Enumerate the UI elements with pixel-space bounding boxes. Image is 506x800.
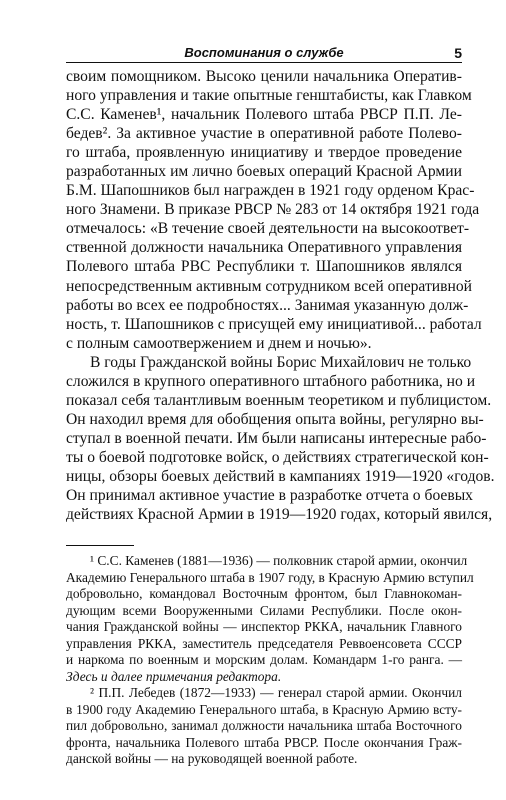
footnote-line: чания Гражданской войны — инспектор РККА, начальник Главного [66, 619, 462, 634]
text-line: показал себя талантливым военным теоретиком и публицистом. [66, 391, 492, 409]
footnote-line: данской войны — на руководящей военной работе. [66, 751, 358, 766]
footnote-line: ¹ С.С. Каменев (1881—1936) — полковник старой армии, окончил [90, 553, 468, 568]
text-line: ность, т. Шапошников с присущей ему инициативой... работал [66, 315, 482, 333]
text-line: ты о боевой подготовке войск, о действиях стратегической кон- [66, 448, 489, 466]
text-line: С.С. Каменев¹, начальник Полевого штаба РВСР П.П. Ле- [66, 106, 462, 124]
footnote-line: в 1900 году Академию Генерального штаба, в Красную Армию всту- [66, 701, 462, 717]
footnote-line: добровольно, командовал Восточным фронтом, был Главнокоман- [66, 586, 462, 601]
text-line: Он принимал активное участие в разработке отчета о боевых [66, 487, 473, 505]
text-line: ницы, обзоры боевых действий в кампаниях 1919—1920 «годов. [66, 467, 495, 485]
footnote-rule [66, 545, 134, 546]
text-line: сложился в крупного оперативного штабного работника, но и [66, 372, 476, 390]
footnote-line: Здесь и далее примечания редактора. [66, 668, 282, 684]
text-line: разработанных им лично боевых операций Красной Армии [66, 163, 462, 181]
text-line: действиях Красной Армии в 1919—1920 годах, который явился, [66, 506, 493, 524]
text-line: В годы Гражданской войны Борис Михайлович не только [90, 353, 472, 371]
text-line: го штаба, проявленную инициативу и твердое проведение [66, 144, 462, 162]
text-line: непосредственным активным сотрудником всей оперативной [66, 277, 472, 295]
text-line: бедев². За активное участие в оперативной работе Полево- [66, 125, 462, 143]
footnote-line: дующим всеми Вооруженными Силами Республики. После окон- [66, 602, 462, 618]
text-line: с полным самоотвержением и днем и ночью». [66, 334, 372, 352]
footnote-line: ² П.П. Лебедев (1872—1933) — генерал старой армии. Окончил [90, 685, 462, 700]
page-number: 5 [454, 45, 462, 61]
text-line: ного Знамени. В приказе РВСР № 283 от 14 октября 1921 года [66, 201, 480, 219]
text-line: ступал в военной печати. Им были написаны интересные рабо- [66, 429, 487, 447]
text-line: ственной должности начальника Оперативного управления [66, 239, 462, 257]
running-header [66, 44, 462, 62]
text-line: Он находил время для обобщения опыта войны, регулярно вы- [66, 410, 484, 428]
footnote-line: Академию Генерального штаба в 1907 году, в Красную Армию вступил [66, 569, 474, 585]
text-line: отмечалось: «В течение своей деятельности на высокоответ- [66, 220, 470, 238]
footnote-line: фронта, начальника Полевого штаба РВСР. После окончания Граж- [66, 734, 462, 750]
header-rule [66, 62, 462, 63]
footnote-line: и наркома по военным и морским долам. Командарм 1-го ранга. — [66, 652, 462, 667]
footnotes [66, 553, 474, 768]
text-line: ного управления и такие опытные генштабисты, как Главком [66, 87, 472, 105]
text-line: Полевого штаба РВС Республики т. Шапошников являлся [66, 258, 462, 276]
running-header-title: Воспоминания о службе [184, 45, 344, 60]
text-line: своим помощником. Высоко ценили начальника Оператив- [66, 68, 462, 85]
body-text [66, 67, 495, 524]
footnote-line: управления РККА, заместитель председателя Реввоенсовета СССР [66, 635, 462, 651]
text-line: Б.М. Шапошников был награжден в 1921 году орденом Крас- [66, 182, 475, 200]
text-line: работы во всех ее подробностях... Занимая указанную долж- [66, 296, 469, 314]
footnote-line: пил добровольно, занимал должности начальника штаба Восточного [66, 718, 462, 733]
